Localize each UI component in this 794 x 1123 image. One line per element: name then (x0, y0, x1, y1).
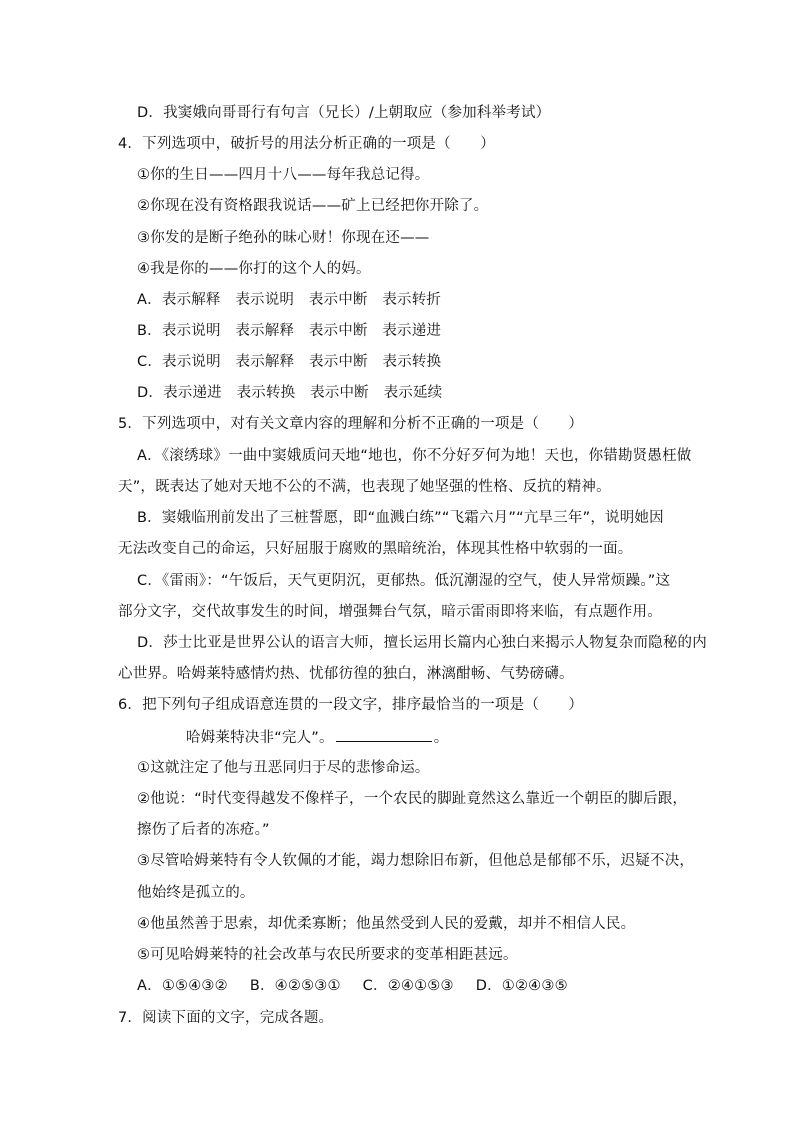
answer-blank[interactable] (336, 727, 432, 742)
q5-stem: 5．下列选项中，对有关文章内容的理解和分析不正确的一项是（ ） (118, 416, 584, 432)
q5-option-b-line1: B．窦娥临刑前发出了三桩誓愿，即“血溅白练”“飞霜六月”“亢旱三年”，说明她因 (137, 510, 664, 526)
q5-option-c-line1: C．《雷雨》：“午饭后，天气更阴沉，更郁热。低沉潮湿的空气，使人异常烦躁。”这 (137, 573, 671, 589)
q6-lead-text: 哈姆莱特决非“完人”。 (186, 730, 334, 746)
q5-option-a-line1: A．《滚绣球》一曲中窦娥质问天地“地也，你不分好歹何为地！天也，你错勘贤愚枉做 (137, 448, 692, 464)
q6-lead-sentence (186, 727, 448, 748)
q5-option-a-line2: 天”，既表达了她对天地不公的不满，也表现了她坚强的性格、反抗的精神。 (118, 479, 611, 495)
q4-item-3: ③你发的是断子绝孙的昧心财！你现在还—— (137, 230, 430, 246)
q6-sentence-3-line1: ③尽管哈姆莱特有令人钦佩的才能，竭力想除旧布新，但他总是郁郁不乐，迟疑不决， (137, 853, 695, 869)
q4-stem: 4．下列选项中，破折号的用法分析正确的一项是（ ） (118, 136, 495, 152)
q6-stem: 6．把下列句子组成语意连贯的一段文字，排序最恰当的一项是（ ） (118, 697, 584, 713)
q6-sentence-4: ④他虽然善于思索，却优柔寡断；他虽然受到人民的爱戴，却并不相信人民。 (137, 916, 636, 932)
q3-option-d: D．我窦娥向哥哥行有句言（兄长）/上朝取应（参加科举考试） (137, 105, 551, 121)
q7-stem: 7．阅读下面的文字，完成各题。 (118, 1010, 334, 1026)
q5-option-d-line1: D．莎士比亚是世界公认的语言大师，擅长运用长篇内心独白来揭示人物复杂而隐秘的内 (137, 635, 707, 651)
q6-sentence-5: ⑤可见哈姆莱特的社会改革与农民所要求的变革相距甚远。 (137, 947, 518, 963)
q4-option-c: C．表示说明 表示解释 表示中断 表示转换 (137, 354, 442, 370)
q4-option-d: D．表示递进 表示转换 表示中断 表示延续 (137, 385, 443, 401)
q6-option-a: A．①⑤④③② (137, 978, 228, 994)
q4-item-2: ②你现在没有资格跟我说话——矿上已经把你开除了。 (137, 198, 489, 214)
q6-option-c: C．②④①⑤③ (362, 978, 454, 994)
q6-sentence-3-line2: 他始终是孤立的。 (137, 885, 255, 901)
q5-option-c-line2: 部分文字，交代故事发生的时间，增强舞台气氛，暗示雷雨即将来临，有点题作用。 (118, 604, 662, 620)
q6-lead-end: 。 (433, 730, 449, 746)
q6-sentence-2-line1: ②他说：“时代变得越发不像样子，一个农民的脚趾竟然这么靠近一个朝臣的脚后跟， (137, 791, 688, 807)
q6-options (137, 976, 568, 996)
q6-option-d: D．①②④③⑤ (475, 978, 568, 994)
q5-option-d-line2: 心世界。哈姆莱特感情灼热、忧郁彷徨的独白，淋漓酣畅、气势磅礴。 (118, 666, 574, 682)
q4-option-a: A．表示解释 表示说明 表示中断 表示转折 (137, 292, 442, 308)
q6-sentence-1: ①这就注定了他与丑恶同归于尽的悲惨命运。 (137, 760, 430, 776)
q4-item-1: ①你的生日——四月十八——每年我总记得。 (137, 167, 430, 183)
q5-option-b-line2: 无法改变自己的命运，只好屈服于腐败的黑暗统治，体现其性格中软弱的一面。 (118, 541, 633, 557)
q6-option-b: B．④②⑤③① (249, 978, 341, 994)
q6-sentence-2-line2: 擦伤了后者的冻疮。” (137, 822, 270, 838)
q4-option-b: B．表示说明 表示解释 表示中断 表示递进 (137, 323, 442, 339)
q4-item-4: ④我是你的——你打的这个人的妈。 (137, 261, 371, 277)
